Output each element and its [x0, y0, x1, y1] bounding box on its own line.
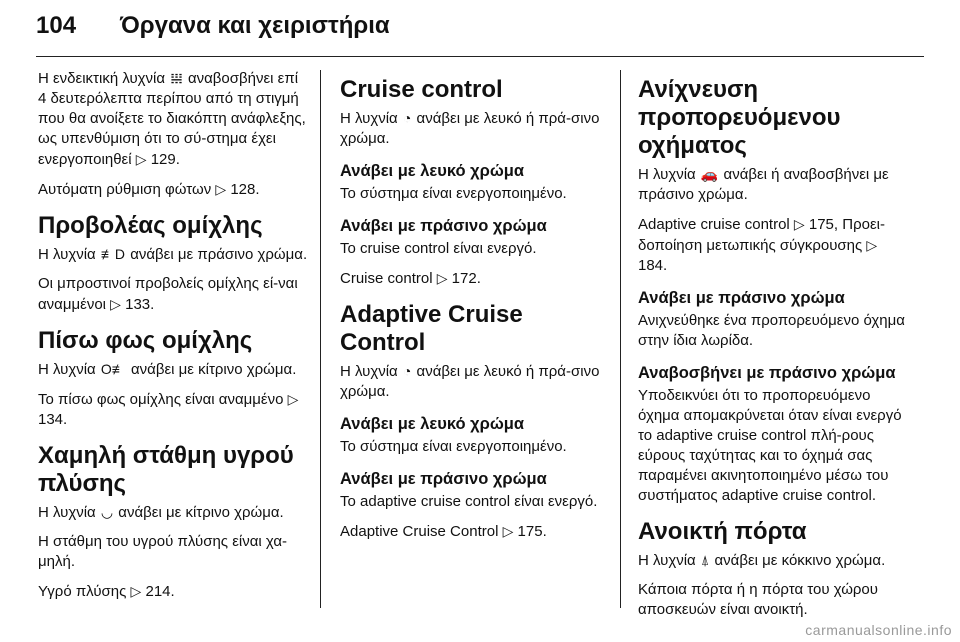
section-title: Όργανα και χειριστήρια: [120, 12, 390, 39]
paragraph: Η στάθμη του υγρού πλύσης είναι χα-μηλή.: [38, 533, 288, 570]
subheading: Ανάβει με πράσινο χρώμα: [340, 217, 547, 235]
reference-arrow-icon: ▷: [287, 391, 299, 407]
watermark: carmanualsonline.info: [805, 622, 952, 638]
reference-arrow-icon: ▷: [215, 181, 227, 197]
paragraph: Το πίσω φως ομίχλης είναι αναμμένο ▷ 134.: [38, 391, 299, 428]
subheading: Αναβοσβήνει με πράσινο χρώμα: [638, 364, 896, 382]
subheading: Ανάβει με πράσινο χρώμα: [340, 470, 547, 488]
heading-adaptive-cruise: Adaptive Cruise Control: [340, 301, 523, 356]
fog-warning-icon: 𝍐: [170, 70, 183, 86]
paragraph: Αυτόματη ρύθμιση φώτων ▷ 128.: [38, 181, 260, 198]
paragraph: Adaptive Cruise Control ▷ 175.: [340, 523, 547, 540]
heading-door-open: Ανοικτή πόρτα: [638, 518, 807, 545]
reference-arrow-icon: ▷: [866, 237, 878, 253]
paragraph: Ανιχνεύθηκε ένα προπορευόμενο όχημα στην ίδια λωρίδα.: [638, 312, 905, 349]
paragraph: Η λυχνία ◡ ανάβει με κίτρινο χρώμα.: [38, 504, 284, 521]
page-header: [0, 0, 960, 60]
heading-cruise-control: Cruise control: [340, 76, 503, 103]
paragraph: Το cruise control είναι ενεργό.: [340, 240, 537, 257]
paragraph: Η λυχνία 🚗 ανάβει ή αναβοσβήνει με πράσινο χρώμα.: [638, 166, 889, 203]
column-divider: [320, 70, 321, 608]
paragraph: Υποδεικνύει ότι το προπορευόμενο όχημα απομακρύνεται όταν είναι ενεργό το adaptive cruise control πλή-ρους εύρους ταχύτητας και το όχημά σας παραμένει ακινητοποιημένο μέσω του συστήματος adaptive cruise control.: [638, 387, 902, 504]
paragraph: Το σύστημα είναι ενεργοποιημένο.: [340, 185, 567, 202]
paragraph: Η λυχνία O≢ ανάβει με κίτρινο χρώμα.: [38, 361, 297, 378]
rear-fog-light-icon: O≢: [100, 361, 126, 377]
subheading: Ανάβει με λευκό χρώμα: [340, 162, 525, 180]
heading-fog-lights: Προβολέας ομίχλης: [38, 212, 263, 239]
subheading: Ανάβει με πράσινο χρώμα: [638, 289, 845, 307]
vehicle-ahead-icon: 🚗: [700, 166, 719, 182]
heading-rear-fog: Πίσω φως ομίχλης: [38, 327, 253, 354]
heading-washer-fluid: Χαμηλή στάθμη υγρού πλύσης: [38, 442, 294, 497]
paragraph: Η λυχνία ≢D ανάβει με πράσινο χρώμα.: [38, 246, 308, 263]
door-open-icon: ⍋: [700, 552, 710, 568]
column-right: [638, 68, 908, 629]
cruise-control-icon: ◔: [402, 110, 412, 126]
reference-arrow-icon: ▷: [110, 296, 121, 312]
paragraph: Οι μπροστινοί προβολείς ομίχλης εί-ναι αναμμένοι ▷ 133.: [38, 275, 298, 313]
paragraph: Adaptive cruise control ▷ 175, Προει-δοποίηση μετωπικής σύγκρουσης ▷ 184.: [638, 216, 885, 274]
paragraph: Cruise control ▷ 172.: [340, 270, 481, 287]
page-number: 104: [36, 12, 77, 39]
adaptive-cruise-icon: ◔: [402, 363, 412, 379]
heading-vehicle-ahead: Ανίχνευση προπορευόμενου οχήματος: [638, 76, 841, 159]
paragraph: Η λυχνία ⍋ ανάβει με κόκκινο χρώμα.: [638, 552, 886, 569]
column-left: [38, 68, 308, 611]
subheading: Ανάβει με λευκό χρώμα: [340, 415, 525, 433]
paragraph: Το σύστημα είναι ενεργοποιημένο.: [340, 438, 567, 455]
column-middle: [340, 68, 610, 551]
reference-arrow-icon: ▷: [436, 270, 448, 286]
washer-fluid-icon: ◡: [100, 504, 114, 520]
header-divider: [36, 56, 924, 57]
paragraph: Η λυχνία ◔ ανάβει με λευκό ή πρά-σινο χρώμα.: [340, 363, 600, 400]
paragraph: Η ενδεικτική λυχνία 𝍐 αναβοσβήνει επί 4 δευτερόλεπτα περίπου από τη στιγμή που θα ανοίξετε το διακόπτη ανάφλεξης, ως υπενθύμιση ότι το σύ-στημα έχει ενεργοποιηθεί ▷ 129.: [38, 70, 306, 168]
reference-arrow-icon: ▷: [793, 216, 805, 232]
paragraph: Κάποια πόρτα ή η πόρτα του χώρου αποσκευών είναι ανοικτή.: [638, 581, 878, 618]
paragraph: Το adaptive cruise control είναι ενεργό.: [340, 493, 598, 510]
front-fog-light-icon: ≢D: [100, 246, 126, 262]
paragraph: Υγρό πλύσης ▷ 214.: [38, 583, 175, 600]
reference-arrow-icon: ▷: [502, 523, 514, 539]
paragraph: Η λυχνία ◔ ανάβει με λευκό ή πρά-σινο χρώμα.: [340, 110, 600, 147]
reference-arrow-icon: ▷: [135, 151, 147, 167]
column-divider: [620, 70, 621, 608]
reference-arrow-icon: ▷: [130, 583, 142, 599]
